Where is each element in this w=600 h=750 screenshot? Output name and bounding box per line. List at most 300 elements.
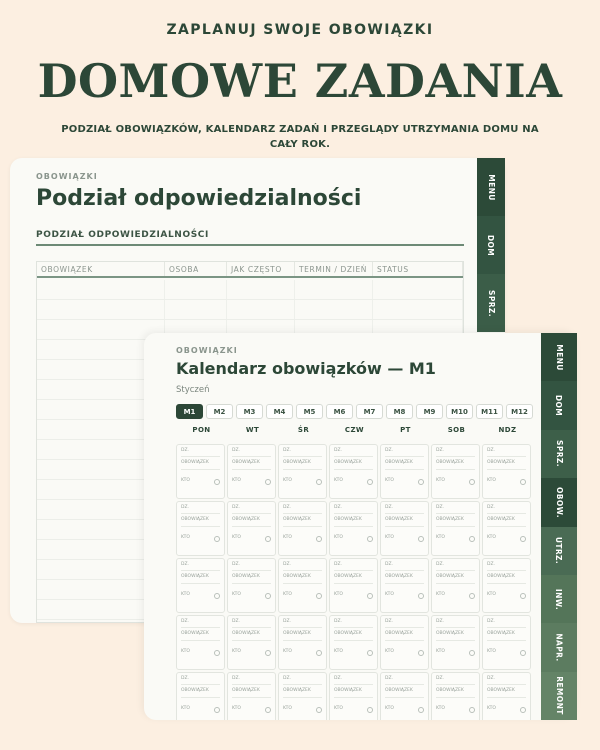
date-line bbox=[385, 456, 424, 457]
calendar-day-cell[interactable] bbox=[482, 672, 531, 720]
task-line bbox=[283, 469, 322, 470]
task-line bbox=[487, 697, 526, 698]
task-label: OBOWIĄZEK bbox=[385, 631, 413, 636]
task-label: OBOWIĄZEK bbox=[334, 517, 362, 522]
task-line bbox=[436, 640, 475, 641]
done-checkbox[interactable] bbox=[367, 536, 373, 542]
task-line bbox=[385, 697, 424, 698]
done-checkbox[interactable] bbox=[214, 479, 220, 485]
month-button-m8[interactable]: M8 bbox=[386, 404, 413, 419]
who-label: KTO bbox=[334, 478, 343, 483]
who-label: KTO bbox=[385, 478, 394, 483]
task-label: OBOWIĄZEK bbox=[487, 517, 515, 522]
tab-label: NAPR. bbox=[554, 633, 564, 662]
date-label: DZ. bbox=[232, 562, 240, 567]
calendar-day-cell[interactable] bbox=[227, 558, 276, 613]
date-line bbox=[385, 513, 424, 514]
date-line bbox=[181, 513, 220, 514]
date-line bbox=[385, 570, 424, 571]
date-line bbox=[181, 627, 220, 628]
task-label: OBOWIĄZEK bbox=[487, 574, 515, 579]
calendar-day-cell[interactable] bbox=[431, 615, 480, 670]
date-label: DZ. bbox=[283, 676, 291, 681]
table-cell[interactable] bbox=[165, 280, 227, 299]
date-label: DZ. bbox=[487, 676, 495, 681]
date-label: DZ. bbox=[283, 448, 291, 453]
date-line bbox=[487, 456, 526, 457]
month-button-m9[interactable]: M9 bbox=[416, 404, 443, 419]
month-name: Styczeń bbox=[176, 385, 210, 395]
date-line bbox=[283, 570, 322, 571]
who-label: KTO bbox=[436, 478, 445, 483]
date-line bbox=[334, 513, 373, 514]
calendar-day-cell[interactable] bbox=[227, 615, 276, 670]
date-label: DZ. bbox=[436, 505, 444, 510]
task-label: OBOWIĄZEK bbox=[232, 574, 260, 579]
task-label: OBOWIĄZEK bbox=[334, 460, 362, 465]
date-line bbox=[232, 627, 271, 628]
page-title: Kalendarz obowiązków — M1 bbox=[176, 359, 436, 378]
who-label: KTO bbox=[232, 535, 241, 540]
who-label: KTO bbox=[181, 649, 190, 654]
date-label: DZ. bbox=[487, 619, 495, 624]
task-line bbox=[487, 583, 526, 584]
who-label: KTO bbox=[487, 706, 496, 711]
month-button-m11[interactable]: M11 bbox=[476, 404, 503, 419]
date-line bbox=[487, 627, 526, 628]
who-label: KTO bbox=[436, 592, 445, 597]
task-label: OBOWIĄZEK bbox=[487, 631, 515, 636]
task-line bbox=[385, 583, 424, 584]
tab-label: DOM bbox=[486, 234, 496, 256]
date-label: DZ. bbox=[334, 676, 342, 681]
date-line bbox=[283, 456, 322, 457]
tab-obow[interactable] bbox=[541, 478, 577, 526]
date-line bbox=[334, 627, 373, 628]
task-label: OBOWIĄZEK bbox=[385, 460, 413, 465]
month-button-m4[interactable]: M4 bbox=[266, 404, 293, 419]
date-line bbox=[283, 513, 322, 514]
done-checkbox[interactable] bbox=[316, 479, 322, 485]
weekday-header bbox=[176, 426, 533, 434]
calendar-day-cell[interactable] bbox=[329, 501, 378, 556]
who-label: KTO bbox=[487, 592, 496, 597]
date-label: DZ. bbox=[334, 562, 342, 567]
date-line bbox=[436, 684, 475, 685]
done-checkbox[interactable] bbox=[265, 536, 271, 542]
date-label: DZ. bbox=[232, 619, 240, 624]
calendar-day-cell[interactable] bbox=[482, 615, 531, 670]
task-line bbox=[283, 697, 322, 698]
date-line bbox=[283, 684, 322, 685]
task-line bbox=[385, 526, 424, 527]
task-label: OBOWIĄZEK bbox=[334, 574, 362, 579]
calendar-day-cell[interactable] bbox=[329, 672, 378, 720]
tab-label: DOM bbox=[554, 394, 564, 417]
calendar-day-cell[interactable] bbox=[176, 672, 225, 720]
done-checkbox[interactable] bbox=[265, 593, 271, 599]
table-cell[interactable] bbox=[227, 300, 295, 319]
date-label: DZ. bbox=[385, 505, 393, 510]
month-button-m10[interactable]: M10 bbox=[446, 404, 473, 419]
calendar-day-cell[interactable] bbox=[227, 444, 276, 499]
month-button-m12[interactable]: M12 bbox=[506, 404, 533, 419]
task-line bbox=[181, 697, 220, 698]
tab-dom[interactable] bbox=[477, 216, 505, 274]
task-line bbox=[436, 697, 475, 698]
month-button-m6[interactable]: M6 bbox=[326, 404, 353, 419]
done-checkbox[interactable] bbox=[316, 650, 322, 656]
done-checkbox[interactable] bbox=[469, 536, 475, 542]
weekday-label: SOB bbox=[447, 426, 466, 434]
column-header: TERMIN / DZIEŃ bbox=[295, 262, 373, 276]
task-label: OBOWIĄZEK bbox=[334, 631, 362, 636]
calendar-day-cell[interactable] bbox=[329, 444, 378, 499]
tab-sprz[interactable] bbox=[477, 274, 505, 332]
task-label: OBOWIĄZEK bbox=[436, 631, 464, 636]
column-header: STATUS bbox=[373, 262, 463, 276]
done-checkbox[interactable] bbox=[520, 536, 526, 542]
who-label: KTO bbox=[334, 706, 343, 711]
who-label: KTO bbox=[436, 535, 445, 540]
weekday-label: PON bbox=[192, 426, 211, 434]
task-label: OBOWIĄZEK bbox=[436, 460, 464, 465]
month-selector bbox=[176, 404, 533, 419]
date-label: DZ. bbox=[385, 619, 393, 624]
done-checkbox[interactable] bbox=[214, 536, 220, 542]
month-button-m5[interactable]: M5 bbox=[296, 404, 323, 419]
calendar-day-cell[interactable] bbox=[380, 444, 429, 499]
calendar-day-cell[interactable] bbox=[431, 672, 480, 720]
calendar-day-cell[interactable] bbox=[227, 501, 276, 556]
done-checkbox[interactable] bbox=[214, 593, 220, 599]
date-label: DZ. bbox=[436, 448, 444, 453]
tab-inw[interactable] bbox=[541, 575, 577, 623]
date-label: DZ. bbox=[232, 676, 240, 681]
done-checkbox[interactable] bbox=[214, 650, 220, 656]
task-line bbox=[283, 640, 322, 641]
date-line bbox=[334, 684, 373, 685]
table-cell[interactable] bbox=[37, 320, 165, 339]
calendar-day-cell[interactable] bbox=[380, 672, 429, 720]
tab-label: SPRZ. bbox=[554, 440, 564, 468]
tab-napr[interactable] bbox=[541, 623, 577, 671]
task-label: OBOWIĄZEK bbox=[385, 517, 413, 522]
tab-label: MENU bbox=[554, 343, 564, 371]
tab-label: REMONT bbox=[554, 676, 564, 716]
task-line bbox=[232, 469, 271, 470]
tab-utrz[interactable] bbox=[541, 527, 577, 575]
done-checkbox[interactable] bbox=[520, 479, 526, 485]
section-label: OBOWIĄZKI bbox=[36, 172, 98, 181]
who-label: KTO bbox=[232, 478, 241, 483]
done-checkbox[interactable] bbox=[520, 593, 526, 599]
done-checkbox[interactable] bbox=[418, 536, 424, 542]
task-label: OBOWIĄZEK bbox=[385, 688, 413, 693]
month-button-m1[interactable]: M1 bbox=[176, 404, 203, 419]
who-label: KTO bbox=[385, 706, 394, 711]
task-label: OBOWIĄZEK bbox=[487, 688, 515, 693]
tab-menu[interactable] bbox=[477, 158, 505, 216]
table-cell[interactable] bbox=[373, 300, 463, 319]
date-line bbox=[487, 570, 526, 571]
done-checkbox[interactable] bbox=[316, 707, 322, 713]
date-label: DZ. bbox=[334, 448, 342, 453]
who-label: KTO bbox=[283, 592, 292, 597]
who-label: KTO bbox=[487, 649, 496, 654]
date-label: DZ. bbox=[334, 619, 342, 624]
date-label: DZ. bbox=[232, 505, 240, 510]
tab-remont[interactable] bbox=[541, 672, 577, 720]
date-line bbox=[181, 456, 220, 457]
task-line bbox=[334, 697, 373, 698]
task-label: OBOWIĄZEK bbox=[181, 460, 209, 465]
calendar-day-cell[interactable] bbox=[380, 558, 429, 613]
date-label: DZ. bbox=[436, 676, 444, 681]
table-cell[interactable] bbox=[227, 280, 295, 299]
date-label: DZ. bbox=[487, 562, 495, 567]
table-cell[interactable] bbox=[295, 300, 373, 319]
table-cell[interactable] bbox=[373, 280, 463, 299]
task-line bbox=[181, 526, 220, 527]
done-checkbox[interactable] bbox=[469, 707, 475, 713]
date-line bbox=[232, 513, 271, 514]
calendar-day-cell[interactable] bbox=[380, 501, 429, 556]
task-label: OBOWIĄZEK bbox=[181, 688, 209, 693]
done-checkbox[interactable] bbox=[265, 650, 271, 656]
who-label: KTO bbox=[487, 478, 496, 483]
calendar-day-cell[interactable] bbox=[380, 615, 429, 670]
who-label: KTO bbox=[436, 706, 445, 711]
task-line bbox=[283, 583, 322, 584]
date-label: DZ. bbox=[436, 562, 444, 567]
month-button-m3[interactable]: M3 bbox=[236, 404, 263, 419]
done-checkbox[interactable] bbox=[520, 707, 526, 713]
calendar-day-cell[interactable] bbox=[227, 672, 276, 720]
task-label: OBOWIĄZEK bbox=[334, 688, 362, 693]
table-row[interactable] bbox=[37, 300, 463, 320]
done-checkbox[interactable] bbox=[418, 650, 424, 656]
date-line bbox=[385, 684, 424, 685]
date-label: DZ. bbox=[487, 448, 495, 453]
weekday-label: NDZ bbox=[498, 426, 517, 434]
date-line bbox=[232, 456, 271, 457]
done-checkbox[interactable] bbox=[265, 707, 271, 713]
month-button-m7[interactable]: M7 bbox=[356, 404, 383, 419]
month-button-m2[interactable]: M2 bbox=[206, 404, 233, 419]
calendar-day-cell[interactable] bbox=[278, 558, 327, 613]
calendar-day-cell[interactable] bbox=[431, 444, 480, 499]
column-header: JAK CZĘSTO bbox=[227, 262, 295, 276]
subtitle: PODZIAŁ OBOWIĄZKÓW, KALENDARZ ZADAŃ I PRZEGLĄDY UTRZYMANIA DOMU NA CAŁY ROK. bbox=[61, 124, 539, 150]
date-line bbox=[436, 570, 475, 571]
calendar-day-cell[interactable] bbox=[431, 501, 480, 556]
calendar-day-cell[interactable] bbox=[482, 444, 531, 499]
who-label: KTO bbox=[232, 592, 241, 597]
who-label: KTO bbox=[385, 535, 394, 540]
tab-label: SPRZ. bbox=[486, 289, 496, 317]
date-label: DZ. bbox=[181, 505, 189, 510]
table-cell[interactable] bbox=[37, 300, 165, 319]
tab-menu[interactable] bbox=[541, 333, 577, 381]
date-line bbox=[181, 684, 220, 685]
task-line bbox=[283, 526, 322, 527]
calendar-day-cell[interactable] bbox=[278, 672, 327, 720]
date-label: DZ. bbox=[181, 676, 189, 681]
tab-label: UTRZ. bbox=[554, 537, 564, 565]
who-label: KTO bbox=[334, 649, 343, 654]
done-checkbox[interactable] bbox=[469, 479, 475, 485]
table-cell[interactable] bbox=[165, 300, 227, 319]
who-label: KTO bbox=[181, 535, 190, 540]
who-label: KTO bbox=[181, 592, 190, 597]
column-header: OSOBA bbox=[165, 262, 227, 276]
date-label: DZ. bbox=[487, 505, 495, 510]
date-label: DZ. bbox=[436, 619, 444, 624]
task-line bbox=[385, 640, 424, 641]
calendar-page bbox=[144, 333, 577, 720]
calendar-day-cell[interactable] bbox=[176, 501, 225, 556]
date-label: DZ. bbox=[283, 619, 291, 624]
main-title: DOMOWE ZADANIA bbox=[37, 54, 563, 108]
tab-label: INW. bbox=[554, 588, 564, 610]
who-label: KTO bbox=[283, 535, 292, 540]
task-line bbox=[232, 697, 271, 698]
tab-dom[interactable] bbox=[541, 381, 577, 429]
done-checkbox[interactable] bbox=[520, 650, 526, 656]
date-line bbox=[232, 570, 271, 571]
task-line bbox=[436, 526, 475, 527]
done-checkbox[interactable] bbox=[367, 593, 373, 599]
date-line bbox=[436, 627, 475, 628]
task-label: OBOWIĄZEK bbox=[283, 631, 311, 636]
date-line bbox=[334, 570, 373, 571]
done-checkbox[interactable] bbox=[367, 650, 373, 656]
calendar-day-cell[interactable] bbox=[431, 558, 480, 613]
calendar-day-cell[interactable] bbox=[482, 558, 531, 613]
done-checkbox[interactable] bbox=[418, 707, 424, 713]
tab-sprz[interactable] bbox=[541, 430, 577, 478]
task-line bbox=[334, 640, 373, 641]
tab-label: OBOW. bbox=[554, 486, 564, 518]
who-label: KTO bbox=[232, 706, 241, 711]
tab-label: MENU bbox=[486, 173, 496, 201]
table-cell[interactable] bbox=[37, 280, 165, 299]
date-label: DZ. bbox=[385, 562, 393, 567]
task-label: OBOWIĄZEK bbox=[181, 574, 209, 579]
who-label: KTO bbox=[487, 535, 496, 540]
task-label: OBOWIĄZEK bbox=[385, 574, 413, 579]
task-line bbox=[181, 640, 220, 641]
who-label: KTO bbox=[283, 706, 292, 711]
calendar-day-cell[interactable] bbox=[278, 615, 327, 670]
date-label: DZ. bbox=[385, 676, 393, 681]
who-label: KTO bbox=[436, 649, 445, 654]
task-line bbox=[181, 469, 220, 470]
task-line bbox=[385, 469, 424, 470]
task-line bbox=[436, 469, 475, 470]
task-label: OBOWIĄZEK bbox=[283, 517, 311, 522]
calendar-day-cell[interactable] bbox=[278, 501, 327, 556]
date-line bbox=[181, 570, 220, 571]
done-checkbox[interactable] bbox=[469, 593, 475, 599]
table-row[interactable] bbox=[37, 280, 463, 300]
weekday-label: CZW bbox=[344, 426, 365, 434]
date-label: DZ. bbox=[181, 448, 189, 453]
date-line bbox=[436, 456, 475, 457]
task-line bbox=[232, 526, 271, 527]
date-label: DZ. bbox=[181, 619, 189, 624]
task-label: OBOWIĄZEK bbox=[232, 688, 260, 693]
who-label: KTO bbox=[181, 478, 190, 483]
task-label: OBOWIĄZEK bbox=[283, 688, 311, 693]
done-checkbox[interactable] bbox=[316, 593, 322, 599]
date-line bbox=[232, 684, 271, 685]
tagline: ZAPLANUJ SWOJE OBOWIĄZKI bbox=[166, 22, 434, 38]
who-label: KTO bbox=[181, 706, 190, 711]
calendar-day-cell[interactable] bbox=[176, 615, 225, 670]
task-line bbox=[181, 583, 220, 584]
calendar-day-cell[interactable] bbox=[329, 558, 378, 613]
date-label: DZ. bbox=[283, 562, 291, 567]
calendar-day-cell[interactable] bbox=[278, 444, 327, 499]
calendar-day-cell[interactable] bbox=[176, 444, 225, 499]
weekday-label: ŚR bbox=[297, 426, 310, 434]
done-checkbox[interactable] bbox=[418, 479, 424, 485]
task-line bbox=[487, 526, 526, 527]
date-label: DZ. bbox=[232, 448, 240, 453]
task-label: OBOWIĄZEK bbox=[436, 517, 464, 522]
task-label: OBOWIĄZEK bbox=[181, 517, 209, 522]
task-line bbox=[334, 526, 373, 527]
task-line bbox=[436, 583, 475, 584]
task-label: OBOWIĄZEK bbox=[181, 631, 209, 636]
date-line bbox=[334, 456, 373, 457]
date-line bbox=[385, 627, 424, 628]
task-label: OBOWIĄZEK bbox=[232, 460, 260, 465]
done-checkbox[interactable] bbox=[469, 650, 475, 656]
task-label: OBOWIĄZEK bbox=[232, 517, 260, 522]
done-checkbox[interactable] bbox=[418, 593, 424, 599]
task-label: OBOWIĄZEK bbox=[283, 574, 311, 579]
who-label: KTO bbox=[385, 649, 394, 654]
calendar-day-cell[interactable] bbox=[176, 558, 225, 613]
task-line bbox=[487, 469, 526, 470]
done-checkbox[interactable] bbox=[214, 707, 220, 713]
calendar-day-cell[interactable] bbox=[482, 501, 531, 556]
date-line bbox=[487, 513, 526, 514]
date-label: DZ. bbox=[283, 505, 291, 510]
task-line bbox=[487, 640, 526, 641]
date-label: DZ. bbox=[181, 562, 189, 567]
who-label: KTO bbox=[334, 535, 343, 540]
table-header bbox=[37, 262, 463, 278]
date-label: DZ. bbox=[385, 448, 393, 453]
calendar-day-cell[interactable] bbox=[329, 615, 378, 670]
done-checkbox[interactable] bbox=[316, 536, 322, 542]
done-checkbox[interactable] bbox=[367, 479, 373, 485]
table-cell[interactable] bbox=[295, 280, 373, 299]
task-label: OBOWIĄZEK bbox=[487, 460, 515, 465]
done-checkbox[interactable] bbox=[367, 707, 373, 713]
date-line bbox=[487, 684, 526, 685]
task-label: OBOWIĄZEK bbox=[283, 460, 311, 465]
task-label: OBOWIĄZEK bbox=[436, 688, 464, 693]
done-checkbox[interactable] bbox=[265, 479, 271, 485]
task-line bbox=[232, 640, 271, 641]
section-label: OBOWIĄZKI bbox=[176, 346, 238, 355]
who-label: KTO bbox=[385, 592, 394, 597]
